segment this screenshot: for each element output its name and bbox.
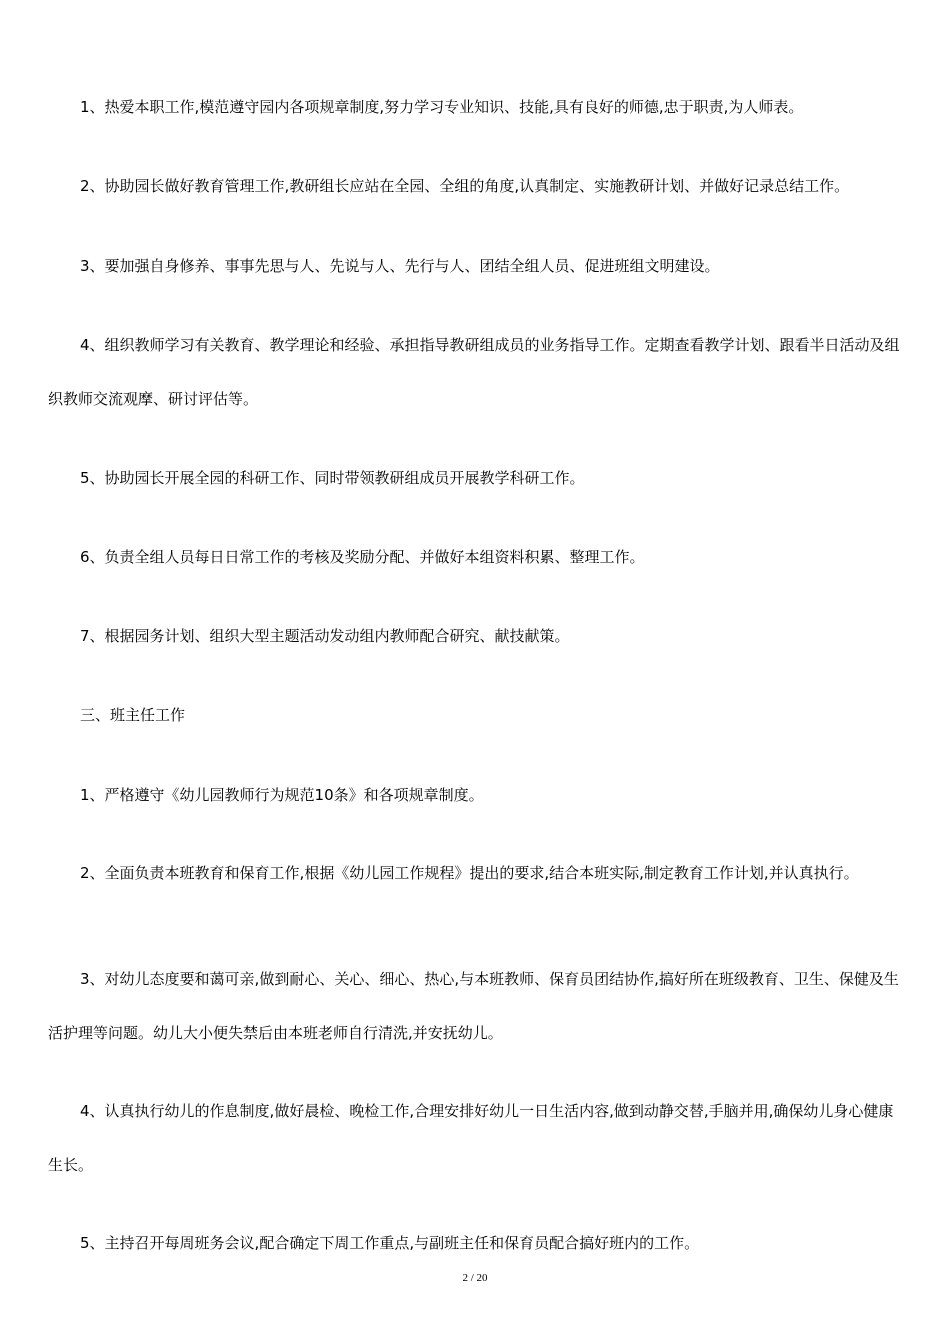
paragraph: 5、协助园长开展全园的科研工作、同时带领教研组成员开展教学科研工作。 <box>80 469 585 487</box>
paragraph: 1、热爱本职工作,模范遵守园内各项规章制度,努力学习专业知识、技能,具有良好的师德,忠于职责,为人师表。 <box>80 98 804 116</box>
page-number: 2 / 20 <box>462 1272 488 1284</box>
paragraph: 1、严格遵守《幼儿园教师行为规范10条》和各项规章制度。 <box>80 786 484 804</box>
paragraph: 3、对幼儿态度要和蔼可亲,做到耐心、关心、细心、热心,与本班教师、保育员团结协作,搞好所在班级教育、卫生、保健及生活护理等问题。幼儿大小便失禁后由本班老师自行清洗,并安抚幼儿。 <box>48 970 899 1042</box>
paragraph: 2、协助园长做好教育管理工作,教研组长应站在全园、全组的角度,认真制定、实施教研计划、并做好记录总结工作。 <box>80 177 850 195</box>
paragraph: 4、认真执行幼儿的作息制度,做好晨检、晚检工作,合理安排好幼儿一日生活内容,做到动静交替,手脑并用,确保幼儿身心健康生长。 <box>48 1102 894 1174</box>
paragraph: 5、主持召开每周班务会议,配合确定下周工作重点,与副班主任和保育员配合搞好班内的工作。 <box>80 1234 700 1252</box>
paragraph: 7、根据园务计划、组织大型主题活动发动组内教师配合研究、献技献策。 <box>80 627 570 645</box>
paragraph: 3、要加强自身修养、事事先思与人、先说与人、先行与人、团结全组人员、促进班组文明建设。 <box>80 257 720 275</box>
paragraph: 4、组织教师学习有关教育、教学理论和经验、承担指导教研组成员的业务指导工作。定期查看教学计划、跟看半日活动及组织教师交流观摩、研讨评估等。 <box>48 336 900 408</box>
paragraph: 6、负责全组人员每日日常工作的考核及奖励分配、并做好本组资料积累、整理工作。 <box>80 548 645 566</box>
section-heading: 三、班主任工作 <box>80 706 186 724</box>
paragraph: 2、全面负责本班教育和保育工作,根据《幼儿园工作规程》提出的要求,结合本班实际,制定教育工作计划,并认真执行。 <box>80 864 859 882</box>
